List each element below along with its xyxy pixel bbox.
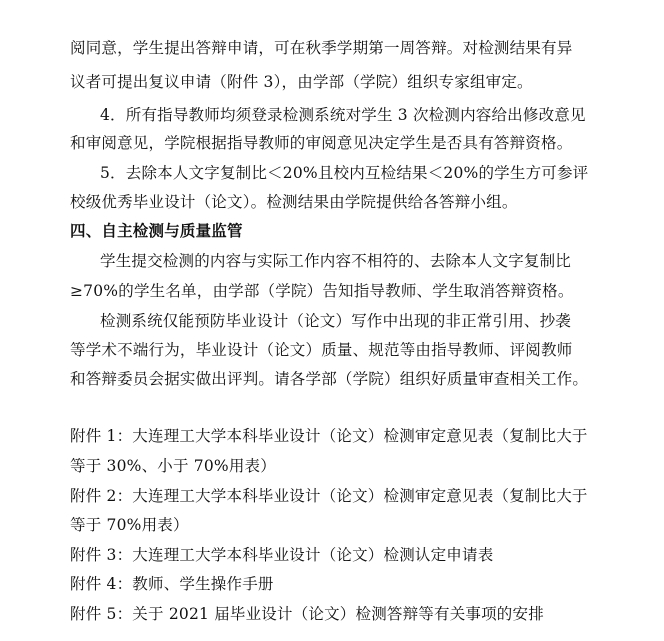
paragraph-line: 和答辩委员会据实做出评判。请各学部（学院）组织好质量审查相关工作。: [70, 370, 589, 388]
paragraph-line: 检测系统仅能预防毕业设计（论文）写作中出现的非正常引用、抄袭: [100, 312, 572, 330]
attachment-line: 等于 30%、小于 70%用表）: [70, 457, 276, 475]
paragraph-line: 学生提交检测的内容与实际工作内容不相符的、去除本人文字复制比: [100, 252, 572, 270]
attachment-line: 附件 5：关于 2021 届毕业设计（论文）检测答辩等有关事项的安排: [70, 605, 544, 623]
attachment-line: 等于 70%用表）: [70, 516, 189, 534]
paragraph-line: 和审阅意见，学院根据指导教师的审阅意见决定学生是否具有答辩资格。: [70, 134, 573, 152]
attachment-line: 附件 1：大连理工大学本科毕业设计（论文）检测审定意见表（复制比大于: [70, 427, 588, 445]
attachment-line: 附件 4：教师、学生操作手册: [70, 575, 274, 593]
attachment-line: 附件 3：大连理工大学本科毕业设计（论文）检测认定申请表: [70, 546, 494, 564]
paragraph-line: 等学术不端行为，毕业设计（论文）质量、规范等由指导教师、评阅教师: [70, 341, 573, 359]
paragraph-line: 阅同意，学生提出答辩申请，可在秋季学期第一周答辩。对检测结果有异: [70, 39, 573, 57]
paragraph-line: 4．所有指导教师均须登录检测系统对学生 3 次检测内容给出修改意见: [100, 106, 586, 124]
attachment-line: 附件 2：大连理工大学本科毕业设计（论文）检测审定意见表（复制比大于: [70, 487, 588, 505]
section-heading: 四、自主检测与质量监管: [70, 222, 243, 240]
paragraph-line: ≥70%的学生名单，由学部（学院）告知指导教师、学生取消答辩资格。: [70, 282, 574, 300]
paragraph-line: 校级优秀毕业设计（论文）。检测结果由学院提供给各答辩小组。: [70, 193, 518, 211]
paragraph-line: 议者可提出复议申请（附件 3），由学部（学院）组织专家组审定。: [70, 73, 533, 91]
paragraph-line: 5．去除本人文字复制比＜20%且校内互检结果＜20%的学生方可参评: [100, 164, 589, 182]
